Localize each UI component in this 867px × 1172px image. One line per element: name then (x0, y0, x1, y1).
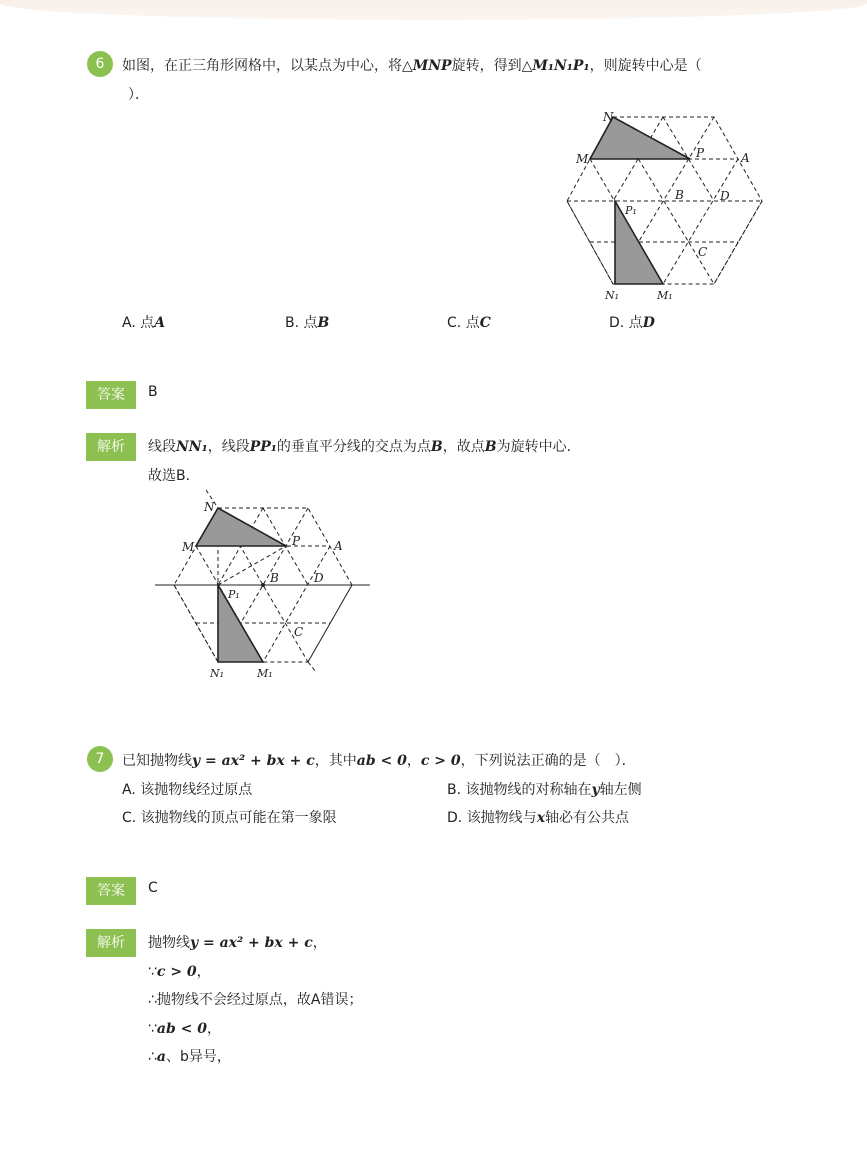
analysis-line: 抛物线y = ax² + bx + c， (148, 935, 327, 951)
option-d[interactable] (609, 312, 655, 332)
option-var: A (154, 315, 166, 331)
option-c[interactable] (447, 312, 491, 332)
analysis-line: ∴抛物线不会经过原点，故A错误； (148, 992, 363, 1008)
answer-value: B (148, 384, 158, 400)
analysis-line: ∵c > 0， (148, 964, 211, 980)
option-letter: D. (609, 315, 625, 331)
label-b: B (270, 571, 279, 585)
option-letter: A. (122, 315, 136, 331)
option-text: 点 (465, 315, 480, 331)
question-number-badge: 7 (87, 746, 113, 772)
label-m: M (576, 152, 589, 166)
analysis-line: 线段NN₁，线段PP₁的垂直平分线的交点为点B，故点B为旋转中心． (148, 439, 581, 455)
label-a: A (334, 539, 343, 553)
label-m1: M₁ (257, 667, 273, 680)
analysis-line: ∵ab < 0， (148, 1021, 222, 1037)
answer-value: C (148, 880, 158, 896)
option-var: C (479, 315, 491, 331)
label-c: C (294, 625, 304, 639)
option-c[interactable]: C. 该抛物线的顶点可能在第一象限 (122, 810, 337, 826)
option-d[interactable]: D. 该抛物线与x轴必有公共点 (447, 810, 630, 826)
analysis-line: 故选B． (148, 468, 200, 484)
stem-end: ）． (128, 87, 149, 103)
label-m1: M₁ (657, 289, 673, 302)
stem-math: M₁N₁P₁ (532, 58, 590, 74)
triangle-grid (567, 117, 762, 284)
label-m: M (182, 540, 195, 554)
analysis-tag: 解析 (86, 929, 136, 957)
label-n: N (204, 500, 215, 514)
stem-math: MNP (412, 58, 452, 74)
question-number-badge: 6 (87, 51, 113, 77)
option-letter: B. (285, 315, 300, 331)
option-a[interactable] (122, 312, 165, 332)
option-var: D (642, 315, 655, 331)
label-p: P (292, 534, 301, 548)
answer-tag: 答案 (86, 877, 136, 905)
analysis-figure (150, 488, 375, 683)
analysis-line: ∴a、b异号， (148, 1049, 231, 1065)
question-stem (122, 55, 702, 75)
question-figure (560, 105, 770, 305)
label-n1: N₁ (605, 289, 620, 302)
label-d: D (720, 189, 730, 203)
option-text: 点 (628, 315, 643, 331)
stem-text: 如图，在正三角形网格中，以某点为中心，将△ (122, 58, 413, 74)
label-c: C (698, 245, 708, 259)
top-decoration (0, 0, 867, 20)
label-a: A (741, 151, 750, 165)
option-b[interactable] (285, 312, 329, 332)
analysis-tag: 解析 (86, 433, 136, 461)
label-n: N (603, 110, 614, 124)
stem-text: 旋转，得到△ (451, 58, 533, 74)
label-p: P (696, 146, 705, 160)
label-n1: N₁ (210, 667, 225, 680)
option-b[interactable]: B. 该抛物线的对称轴在y轴左侧 (447, 782, 642, 798)
option-a[interactable]: A. 该抛物线经过原点 (122, 782, 253, 798)
option-var: B (317, 315, 330, 331)
label-p1: P₁ (625, 204, 637, 217)
option-text: 点 (140, 315, 155, 331)
option-letter: C. (447, 315, 462, 331)
label-p1: P₁ (228, 588, 240, 601)
point-b (261, 583, 265, 587)
triangle-grid (174, 490, 352, 672)
triangle-m1n1p1 (218, 585, 263, 662)
question-stem: 已知抛物线y = ax² + bx + c，其中ab < 0，c > 0，下列说法正确的是（ ）． (122, 753, 636, 769)
stem-text: ，则旋转中心是（ (589, 58, 702, 74)
answer-tag: 答案 (86, 381, 136, 409)
label-d: D (314, 571, 324, 585)
label-b: B (675, 188, 684, 202)
option-text: 点 (303, 315, 318, 331)
